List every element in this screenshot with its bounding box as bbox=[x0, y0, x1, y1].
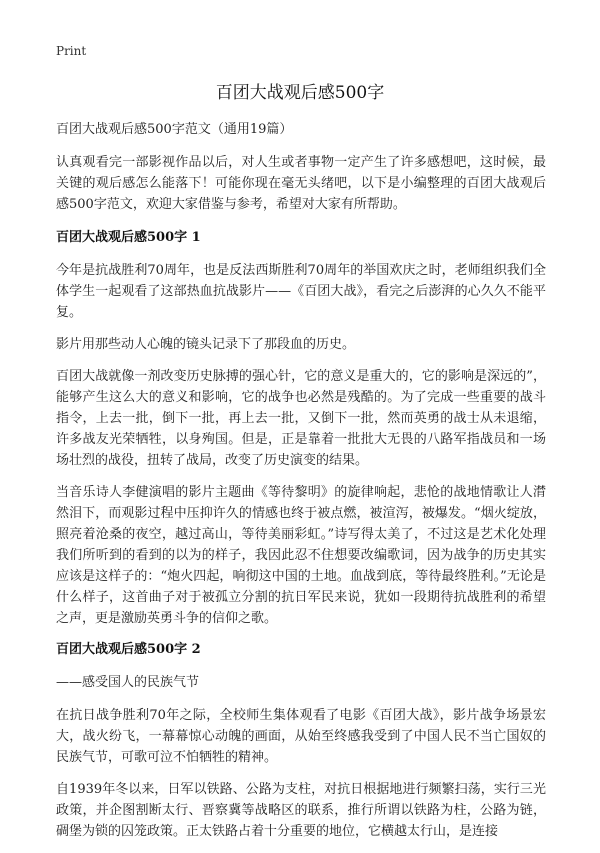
page-title: 百团大战观后感500字 bbox=[215, 83, 385, 103]
section-paragraph: 当音乐诗人李健演唱的影片主题曲《等待黎明》的旋律响起，悲怆的战地情歌让人潸然泪下，而观影过程中压抑许久的情感也终于被点燃，被渲泻，被爆发。“烟火绽放，照亮着沧桑的夜空，越过高山，等待美丽彩虹。”诗写得太美了，不过这是艺术化处理我们所听到的看到的以为的样子，我因此忍不住想要改编歌词，因为战争的历史其实应该是这样子的：“炮火四起，响彻这中国的土地。血战到底，等待最终胜利。”无论是什么样子，这首曲子对于被孤立分割的抗日军民来说，犹如一段期待抗战胜利的希望之声，更是激励英勇斗争的信仰之歌。 bbox=[56, 485, 546, 626]
section-paragraph: 自1939年冬以来，日军以铁路、公路为支柱，对抗日根据地进行频繁扫荡，实行三光政策，并企图割断太行、晋察冀等战略区的联系，推行所谓以铁路为柱，公路为链，碉堡为锁的囚笼政策。正太铁路占着十分重要的地位，它横越太行山，是连接 bbox=[56, 782, 546, 839]
print-link[interactable]: Print bbox=[56, 44, 87, 58]
section-paragraph: 今年是抗战胜利70周年，也是反法西斯胜利70周年的举国欢庆之时，老师组织我们全体学生一起观看了这部热血抗战影片——《百团大战》，看完之后澎湃的心久久不能平复。 bbox=[56, 263, 546, 320]
section-subheading: ——感受国人的民族气节 bbox=[56, 675, 200, 690]
section-heading: 百团大战观后感500字 1 bbox=[56, 230, 201, 245]
section-paragraph: 百团大战就像一剂改变历史脉搏的强心针，它的意义是重大的，它的影响是深远的”，能够产生这么大的意义和影响，它的战争也必然是残酷的。为了完成一些重要的战斗指令，上去一批，倒下一批，再上去一批，又倒下一批，然而英勇的战士从未退缩，许多战友光荣牺牲，以身殉国。但是，正是靠着一批批大无畏的八路军指战员和一场场壮烈的战役，扭转了战局，改变了历史演变的结果。 bbox=[56, 369, 546, 468]
document-body bbox=[56, 119, 546, 853]
document-subtitle: 百团大战观后感500字范文（通用19篇） bbox=[56, 122, 293, 137]
section-paragraph: 影片用那些动人心魄的镜头记录下了那段血的历史。 bbox=[56, 337, 356, 352]
section-heading: 百团大战观后感500字 2 bbox=[56, 642, 201, 657]
section-paragraph: 在抗日战争胜利70年之际，全校师生集体观看了电影《百团大战》，影片战争场景宏大，战火纷飞，一幕幕惊心动魄的画面，从始至终感我受到了中国人民不当亡国奴的民族气节，可歌可泣不怕牺牲的精神。 bbox=[56, 708, 546, 765]
intro-paragraph: 认真观看完一部影视作品以后，对人生或者事物一定产生了许多感想吧，这时候，最关键的观后感怎么能落下！可能你现在毫无头绪吧，以下是小编整理的百团大战观后感500字范文，欢迎大家借鉴与参考，希望对大家有所帮助。 bbox=[56, 155, 546, 212]
